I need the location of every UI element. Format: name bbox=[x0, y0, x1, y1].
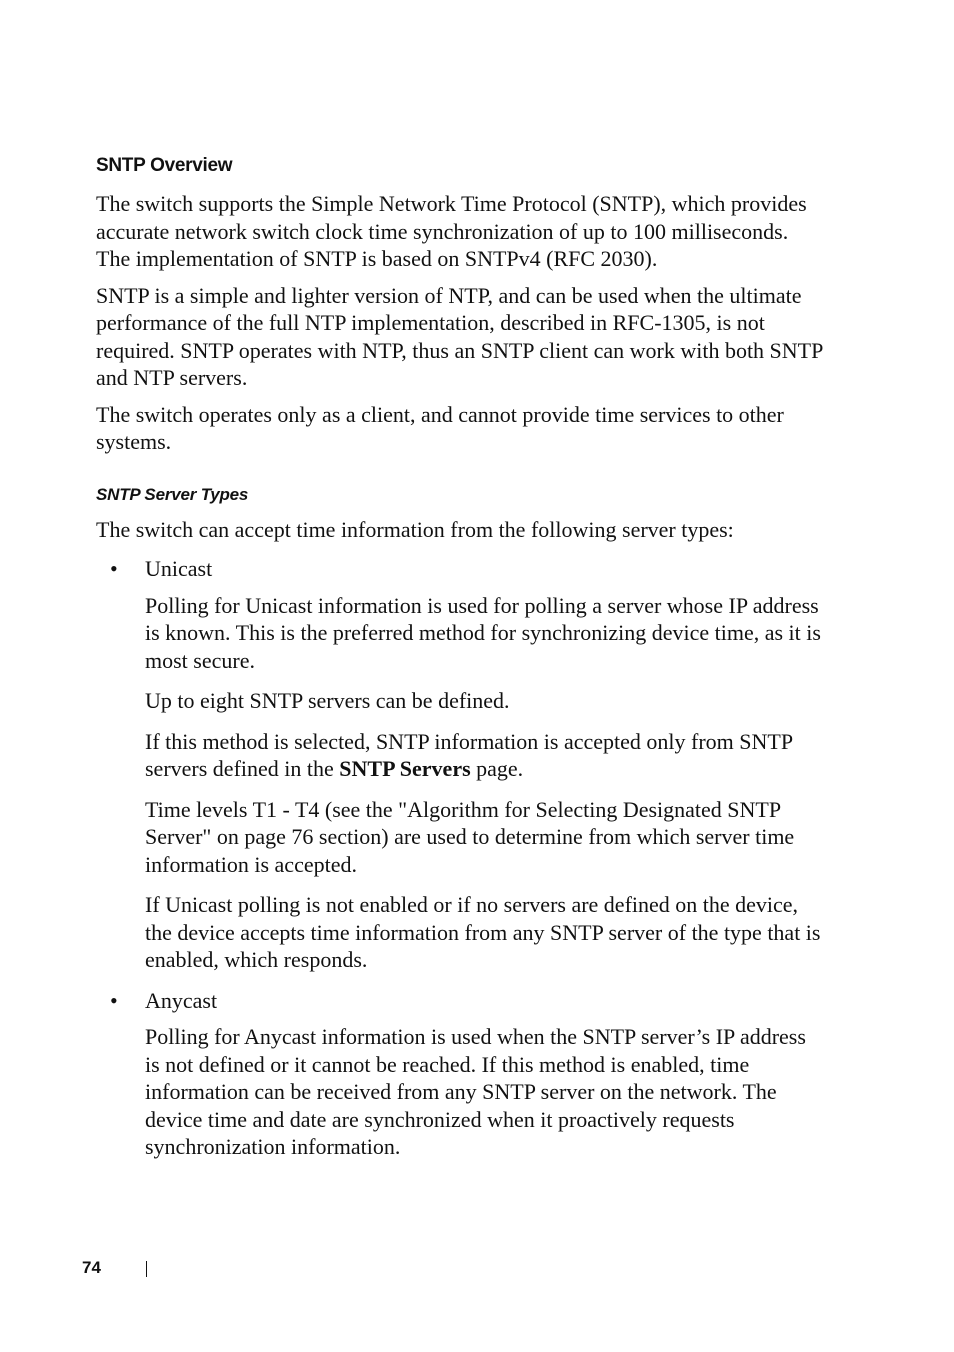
bullet-title: Anycast bbox=[145, 987, 218, 1013]
subsection-heading: SNTP Server Types bbox=[96, 484, 249, 504]
paragraph: The switch supports the Simple Network Time Protocol (SNTP), which provides accurate network switch clock time synchronization of up to 100 milliseconds. The implementation of SNTP is based on SNTPv4 (RFC 2030). bbox=[96, 191, 807, 271]
bullet-body-unicast bbox=[96, 592, 826, 974]
subsection-intro: The switch can accept time information from the following server types: bbox=[96, 516, 734, 542]
bold-term: SNTP Servers bbox=[339, 756, 471, 781]
text-run: page. bbox=[470, 756, 524, 781]
paragraph: Polling for Anycast information is used when the SNTP server’s IP address is not defined or it cannot be reached. If this method is enabled, time information can be received from any SNTP server on the network. The device time and date are synchronized when it proactively requests synchronization information. bbox=[145, 1024, 806, 1159]
bullet-icon: • bbox=[110, 987, 118, 1013]
bullet-title: Unicast bbox=[145, 556, 213, 581]
page-number: 74 bbox=[82, 1258, 101, 1277]
bullet-body-anycast bbox=[96, 1023, 826, 1161]
paragraph: SNTP is a simple and lighter version of NTP, and can be used when the ultimate performance of the full NTP implementation, described in RFC-1305, is not required. SNTP operates with NTP, thus an SNTP client can work with both SNTP and NTP servers. bbox=[96, 282, 823, 390]
footer-divider bbox=[146, 1261, 147, 1277]
paragraph: The switch operates only as a client, and cannot provide time services to other systems. bbox=[96, 401, 784, 454]
page-content bbox=[96, 150, 826, 1174]
paragraph: If Unicast polling is not enabled or if no servers are defined on the device, the device accepts time information from any SNTP server of the type that is enabled, which responds. bbox=[145, 892, 821, 972]
section-heading: SNTP Overview bbox=[96, 155, 233, 176]
bullet-icon: • bbox=[110, 556, 118, 581]
bullet-item-anycast bbox=[96, 987, 826, 1015]
paragraph bbox=[145, 728, 826, 783]
text-run: If this method is selected, SNTP information is accepted only from SNTP servers defined in the bbox=[145, 728, 793, 781]
paragraph: Time levels T1 - T4 (see the "Algorithm for Selecting Designated SNTP Server" on page 76 section) are used to determine from which server time information is accepted. bbox=[145, 796, 795, 877]
bullet-item-unicast bbox=[96, 555, 826, 583]
bullet-row bbox=[96, 555, 826, 583]
bullet-row bbox=[96, 987, 826, 1015]
paragraph: Up to eight SNTP servers can be defined. bbox=[145, 688, 510, 713]
paragraph: Polling for Unicast information is used for polling a server whose IP address is known. This is the preferred method for synchronizing device time, as it is most secure. bbox=[145, 592, 821, 673]
